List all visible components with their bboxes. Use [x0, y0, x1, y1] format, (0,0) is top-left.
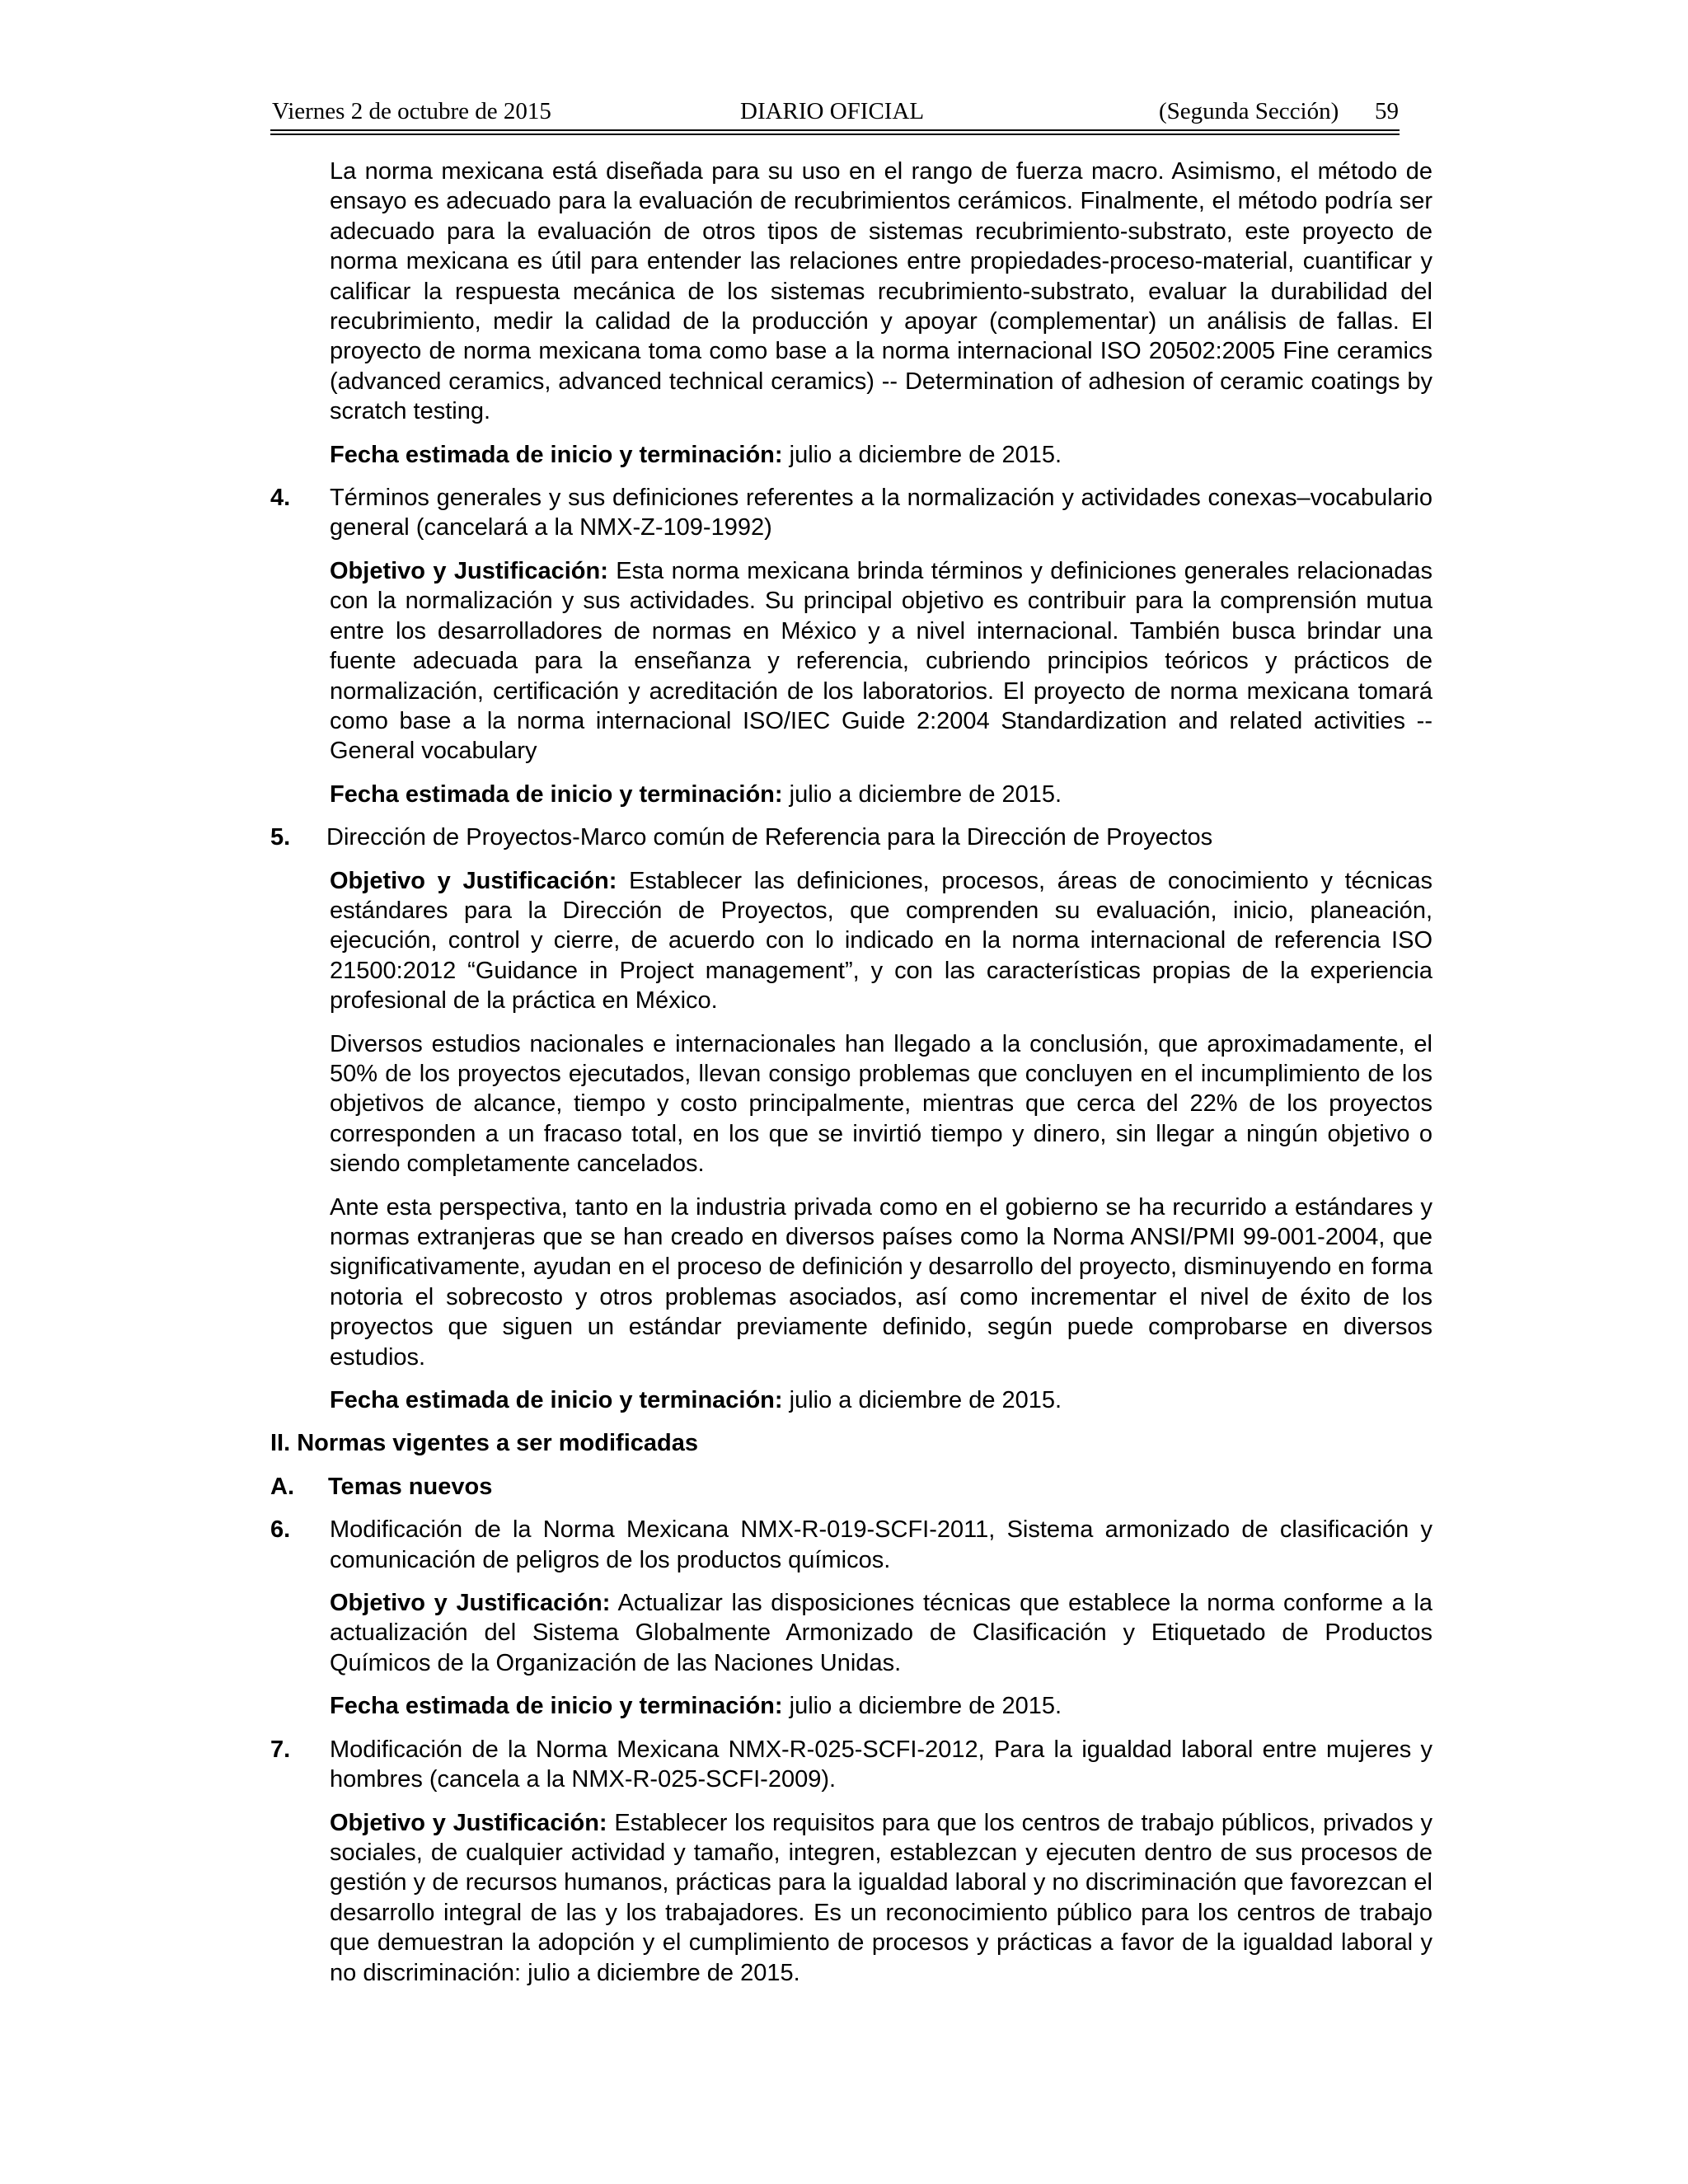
page-header — [270, 93, 1400, 129]
objetivo-text: Actualizar las disposiciones técnicas que establece la norma conforme a la actualización del Sistema Globalmente Armonizado de Clasificación y Etiquetado de Productos Químicos de la Organización de las Naciones Unidas. — [330, 1590, 1432, 1676]
item-number: 7. — [270, 1736, 291, 1763]
section-heading-ii: II. Normas vigentes a ser modificadas — [270, 1430, 698, 1457]
objetivo-label: Objetivo y Justificación: — [330, 557, 608, 584]
subsection-heading-a — [270, 1472, 1432, 1502]
item-title: Dirección de Proyectos-Marco común de Referencia para la Dirección de Proyectos — [326, 824, 1213, 851]
objetivo-paragraph-7 — [330, 1808, 1432, 1988]
fecha-value: julio a diciembre de 2015. — [789, 780, 1062, 808]
item-title: Términos generales y sus definiciones referentes a la normalización y actividades conexas–vocabulario general (cancelará a la NMX-Z-109-1992) — [330, 485, 1432, 541]
fecha-line-intro — [330, 440, 1432, 470]
header-section: (Segunda Sección) — [1159, 98, 1339, 124]
fecha-label: Fecha estimada de inicio y terminación: — [330, 441, 783, 468]
list-item-4 — [270, 483, 1432, 543]
header-date: Viernes 2 de octubre de 2015 — [272, 98, 551, 124]
fecha-line-5 — [330, 1385, 1432, 1415]
intro-paragraph: La norma mexicana está diseñada para su uso en el rango de fuerza macro. Asimismo, el método de ensayo es adecuado para la evaluación de recubrimientos cerámicos. Finalmente, el método podría ser adecuado para la evaluación de otros tipos de sistemas recubrimiento-substrato, este proyecto de norma mexicana es útil para entender las relaciones entre propiedades-proceso-material, cuantificar y calificar la respuesta mecánica de los sistemas recubrimiento-substrato, evaluar la durabilidad del recubrimiento, medir la calidad de la producción y apoyar (complementar) un análisis de fallas. El proyecto de norma mexicana toma como base a la norma internacional ISO 20502:2005 Fine ceramics (advanced ceramics, advanced technical ceramics) -- Determination of adhesion of ceramic coatings by scratch testing. — [330, 158, 1432, 425]
list-item-5 — [270, 823, 1432, 852]
item-number: 4. — [270, 485, 291, 512]
fecha-line-6 — [330, 1691, 1432, 1721]
header-rule-bottom — [270, 134, 1400, 135]
fecha-label: Fecha estimada de inicio y terminación: — [330, 1693, 783, 1720]
objetivo-label: Objetivo y Justificación: — [330, 867, 617, 894]
item-title: Modificación de la Norma Mexicana NMX-R-025-SCFI-2012, Para la igualdad laboral entre mujeres y hombres (cancela a la NMX-R-025-SCFI-2009). — [330, 1736, 1432, 1793]
objetivo-label: Objetivo y Justificación: — [330, 1590, 611, 1617]
list-item-7 — [270, 1735, 1432, 1795]
header-rule-top — [270, 129, 1400, 131]
subsection-title: Temas nuevos — [328, 1473, 493, 1500]
objetivo-paragraph-4 — [330, 556, 1432, 766]
fecha-label: Fecha estimada de inicio y terminación: — [330, 1387, 783, 1414]
objetivo-paragraph-5 — [330, 866, 1432, 1016]
fecha-label: Fecha estimada de inicio y terminación: — [330, 780, 783, 808]
fecha-value: julio a diciembre de 2015. — [789, 441, 1062, 468]
document-body — [270, 157, 1432, 2001]
fecha-value: julio a diciembre de 2015. — [789, 1693, 1062, 1720]
objetivo-paragraph-6 — [330, 1588, 1432, 1678]
item5-paragraph-3: Ante esta perspectiva, tanto en la industria privada como en el gobierno se ha recurrido a estándares y normas extranjeras que se han creado en diversos países como la Norma ANSI/PMI 99-001-2004, que significativamente, ayudan en el proceso de definición y desarrollo del proyecto, disminuyendo en forma notoria el sobrecosto y otros problemas asociados, así como incrementar el nivel de éxito de los proyectos que siguen un estándar previamente definido, según puede comprobarse en diversos estudios. — [330, 1193, 1432, 1371]
subsection-letter: A. — [270, 1473, 294, 1500]
fecha-value: julio a diciembre de 2015. — [789, 1387, 1062, 1414]
item5-paragraph-2: Diversos estudios nacionales e internacionales han llegado a la conclusión, que aproximadamente, el 50% de los proyectos ejecutados, llevan consigo problemas que concluyen en el incumplimiento de los objetivos de alcance, tiempo y costo principalmente, mientras que cerca del 22% de los proyectos corresponden a un fracaso total, en los que se invirtió tiempo y dinero, sin llegar a ningún objetivo o siendo completamente cancelados. — [330, 1030, 1432, 1178]
objetivo-label: Objetivo y Justificación: — [330, 1809, 607, 1836]
header-page-number: 59 — [1375, 98, 1399, 124]
list-item-6 — [270, 1515, 1432, 1575]
fecha-line-4 — [330, 780, 1432, 809]
objetivo-text: Esta norma mexicana brinda términos y definiciones generales relacionadas con la normalización y sus actividades. Su principal objetivo es contribuir para la comprensión mutua entre los desarrolladores de normas en México y a nivel internacional. También busca brindar una fuente adecuada para la enseñanza y referencia, cubriendo principios teóricos y prácticos de normalización, certificación y acreditación de los laboratorios. El proyecto de norma mexicana tomará como base a la norma internacional ISO/IEC Guide 2:2004 Standardization and related activities -- General vocabulary — [330, 557, 1432, 765]
header-publication: DIARIO OFICIAL — [740, 98, 925, 124]
objetivo-text: Establecer las definiciones, procesos, áreas de conocimiento y técnicas estándares para la Dirección de Proyectos, que comprenden su evaluación, inicio, planeación, ejecución, control y cierre, de acuerdo con lo indicado en la norma internacional de referencia ISO 21500:2012 “Guidance in Project management”, y con las características propias de la experiencia profesional de la práctica en México. — [330, 867, 1432, 1015]
item-number: 6. — [270, 1516, 291, 1544]
objetivo-text: Establecer los requisitos para que los centros de trabajo públicos, privados y sociales, de cualquier actividad y tamaño, integren, establezcan y ejecuten dentro de sus procesos de gestión y de recursos humanos, prácticas para la igualdad laboral y no discriminación que favorezcan el desarrollo integral de las y los trabajadores. Es un reconocimiento público para los centros de trabajo que demuestran la adopción y el cumplimiento de procesos y prácticas a favor de la igualdad laboral y no discriminación: julio a diciembre de 2015. — [330, 1809, 1432, 1986]
item-number: 5. — [270, 824, 291, 851]
item-title: Modificación de la Norma Mexicana NMX-R-019-SCFI-2011, Sistema armonizado de clasificación y comunicación de peligros de los productos químicos. — [330, 1516, 1432, 1573]
